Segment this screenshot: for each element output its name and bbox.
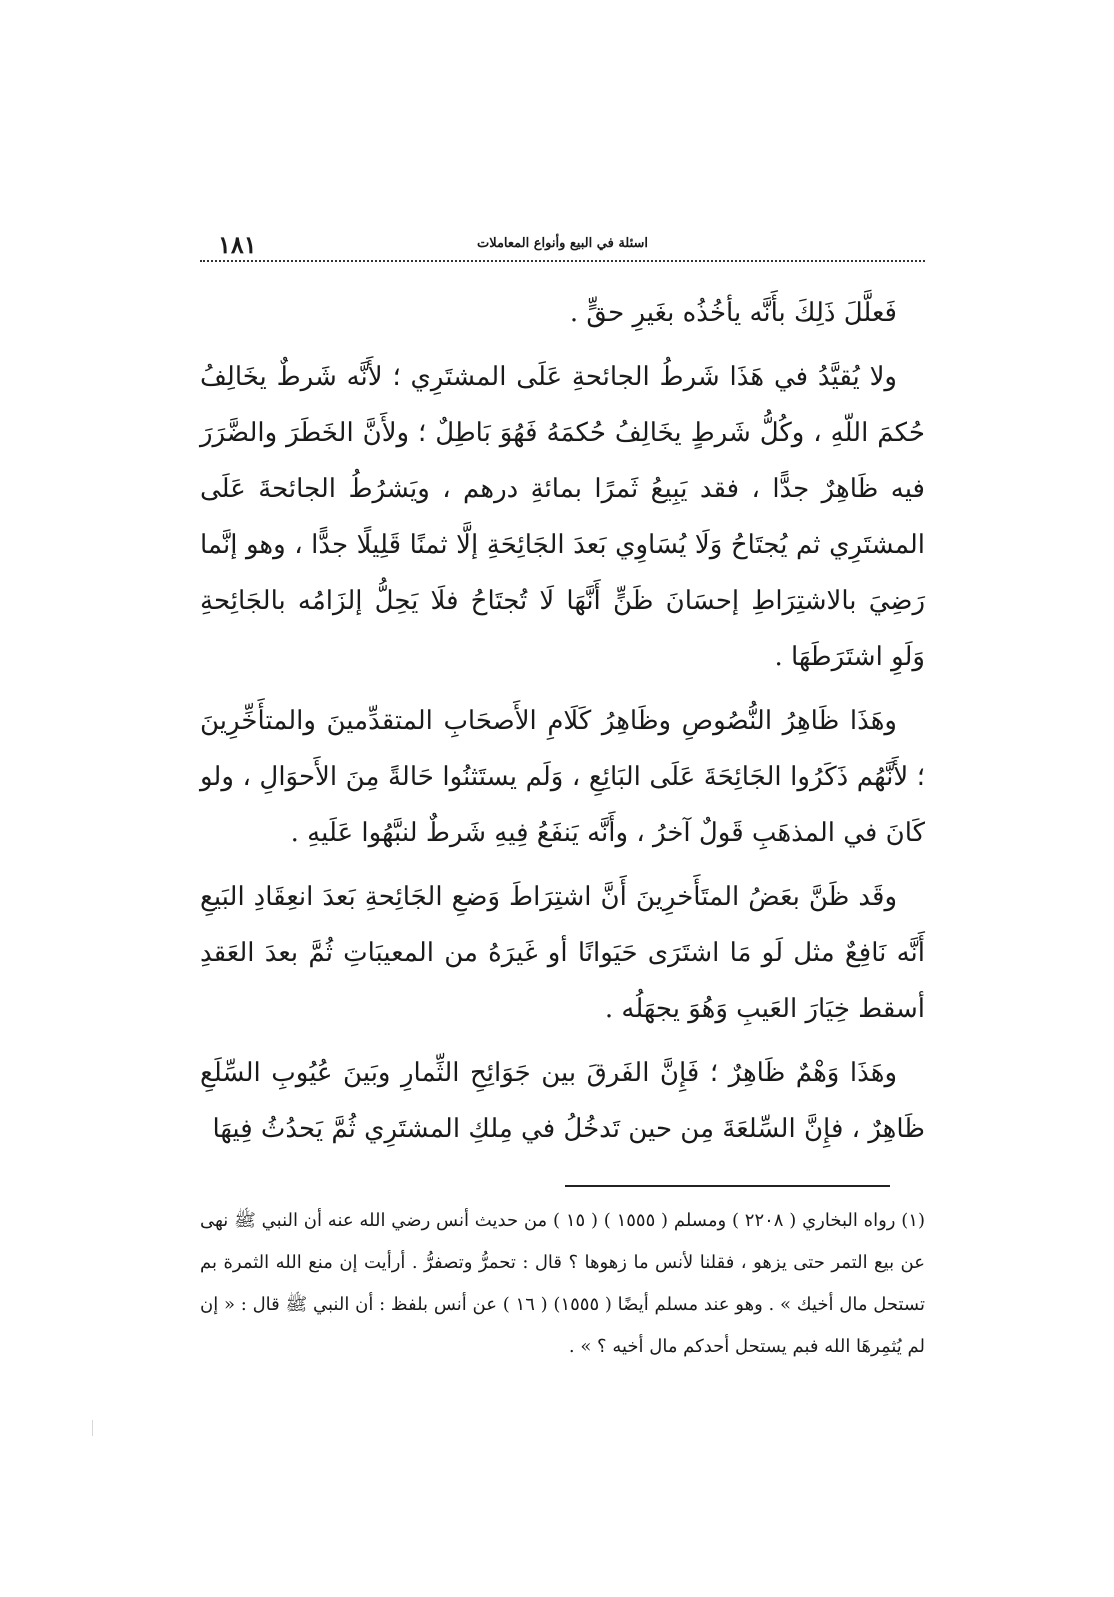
paragraph-4: وقَد ظَنَّ بعَضُ المتَأَخرِينَ أَنَّ اشتِرَاطَ وَضعِ الجَائِحةِ بَعدَ انعِقَادِ البَيعِ أَنَّه نَافِعٌ مثل لَو مَا اشتَرَى حَيَوانًا أو غَيرَهُ من المعيبَاتِ ثُمَّ بعدَ العَقدِ أسقط خِيَارَ العَيبِ وَهُوَ يجهَلُه . [200,882,925,1024]
footnote-1: (١) رواه البخاري ( ٢٢٠٨ ) ومسلم ( ١٥٥٥ ) ( ١٥ ) من حديث أنس رضي الله عنه أن النبي ﷺ نهى عن بيع التمر حتى يزهو ، فقلنا لأنس ما زهوها ؟ قال : تحمرُّ وتصفرُّ . أرأيت إن منع الله الثمرة بم تستحل مال أخيك » . وهو عند مسلم أيضًا ( ١٥٥٥) ( ١٦ ) عن أنس بلفظ : أن النبي ﷺ قال : « إن لم يُثمِرهَا الله فبم يستحل أحدكم مال أخيه ؟ » . [200,1210,925,1357]
header-divider [200,260,925,262]
paragraph-5: وهَذَا وَهْمٌ ظَاهِرٌ ؛ فَإِنَّ الفَرقَ بين جَوَائِحِ الثِّمارِ وبَينَ عُيُوبِ السِّلَعِ ظَاهِرٌ ، فإِنَّ السِّلعَةَ مِن حين تَدخُلُ في مِلكِ المشتَرِي ثُمَّ يَحدُثُ فِيهَا [200,1058,925,1144]
main-text [200,285,925,1165]
page-number: ١٨١ [218,230,257,259]
page-header [200,230,925,260]
footnote-divider [565,1185,890,1187]
paragraph-1: فَعلَّلَ ذَلِكَ بأَنَّه يأخُذُه بغَيرِ حقٍّ . [569,298,897,328]
scan-artifact [92,1420,93,1436]
paragraph-3: وهَذَا ظَاهِرُ النُّصُوصِ وظَاهِرُ كَلَامِ الأَصحَابِ المتقدِّمينَ والمتأَخِّرِينَ ؛ لأَنَّهُم ذَكَرُوا الجَائِحَةَ عَلَى البَائِعِ ، وَلَم يستَثنُوا حَالةً مِنَ الأَحوَالِ ، ولو كَانَ في المذهَبِ قَولٌ آخرُ ، وأَنَّه يَنفَعُ فِيهِ شَرطٌ لنبَّهُوا عَلَيهِ . [200,706,925,848]
running-title: اسئلة في البيع وأنواع المعاملات [476,236,649,251]
paragraph-2: ولا يُقيَّدُ في هَذَا شَرطُ الجائحةِ عَلَى المشتَرِي ؛ لأَنَّه شَرطٌ يخَالِفُ حُكمَ اللّهِ ، وكُلُّ شَرطٍ يخَالِفُ حُكمَهُ فَهُوَ بَاطِلٌ ؛ ولأَنَّ الخَطَرَ والضَّرَرَ فيه ظَاهِرٌ جدًّا ، فقد يَبِيعُ ثَمرًا بمائةِ درهم ، ويَشرُطُ الجائحةَ عَلَى المشتَرِي ثم يُجتَاحُ وَلَا يُسَاوِي بَعدَ الجَائِحَةِ إلَّا ثمنًا قَلِيلًا جدًّا ، وهو إنَّما رَضِيَ بالاشتِرَاطِ إحسَانَ ظَنٍّ أَنَّهَا لَا تُجتَاحُ فلَا يَحِلُّ إلزَامُه بالجَائِحةِ وَلَوِ اشتَرَطَهَا . [200,362,925,672]
footnotes [200,1200,925,1368]
